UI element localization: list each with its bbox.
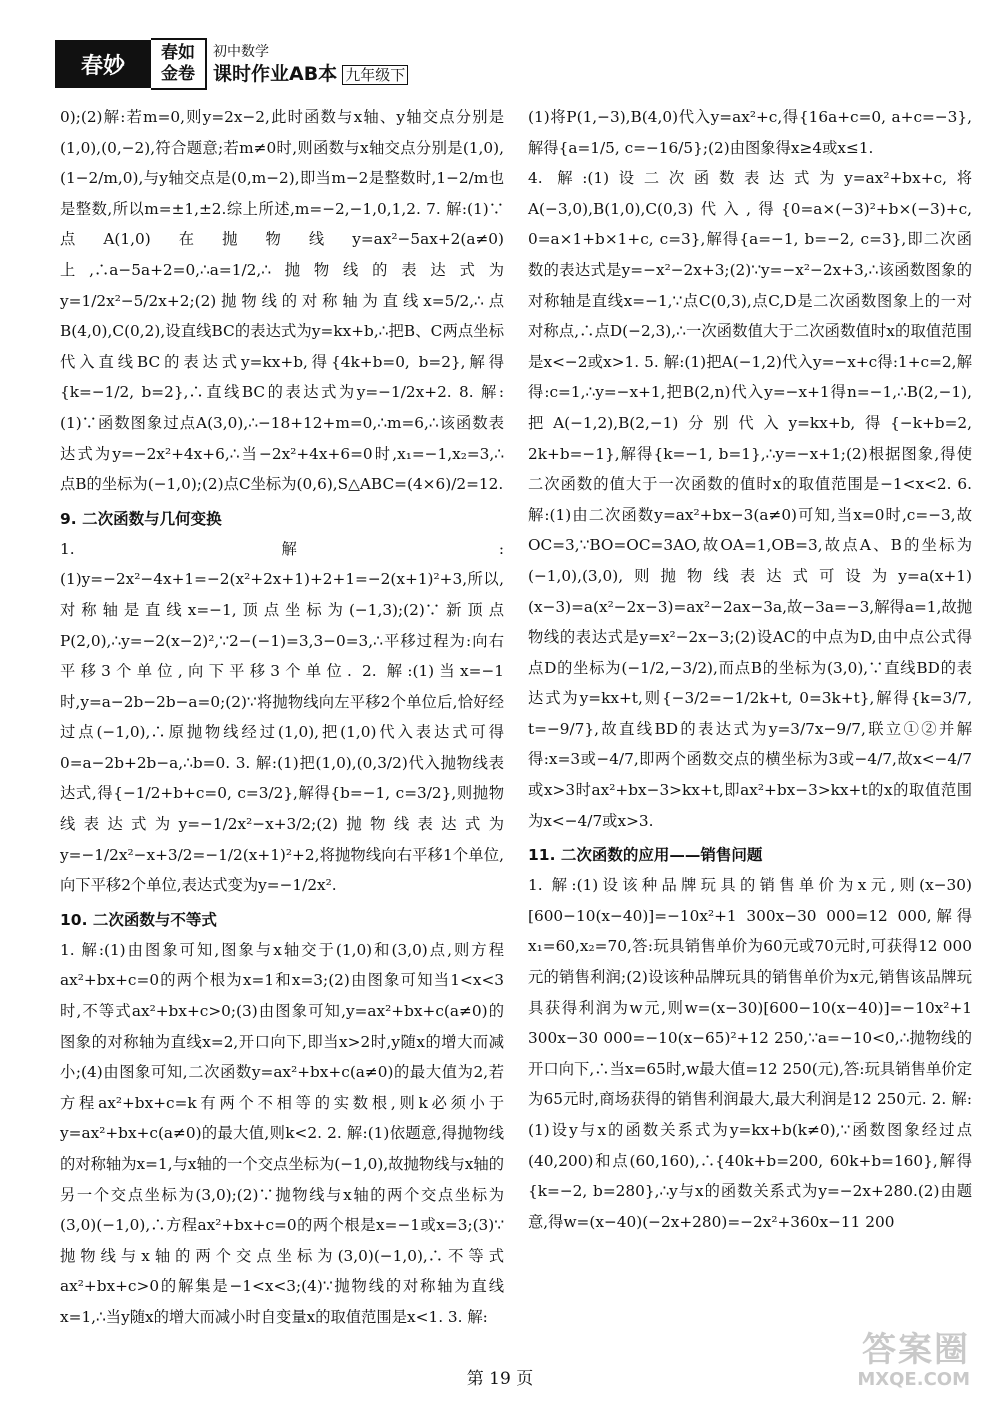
book-title: 课时作业AB本 bbox=[213, 63, 338, 85]
answer-text-block: 1. 解:(1)由图象可知,图象与x轴交于(1,0)和(3,0)点,则方程ax²+bx+c=0的两个根为x=1和x=3;(2)由图象可知当1<x<3时,不等式ax²+bx+c>0;(3)由图象可知,y=ax²+bx+c(a≠0)的图象的对称轴为直线x=2,开口向下,即当x>2时,y随x的增大而减小;(4)由图象可知,二次函数y=ax²+bx+c(a≠0)的最大值为2,若方程ax²+bx+c=k有两个不相等的实数根,则k必须小于y=ax²+bx+c(a≠0)的最大值,则k<2. 2. 解:(1)依题意,得抛物线的对称轴为x=1,与x轴的一个交点坐标为(−1,0),故抛物线与x轴的另一个交点坐标为(3,0);(2)∵抛物线与x轴的两个交点坐标为(3,0)(−1,0),∴方程ax²+bx+c=0的两个根是x=−1或x=3;(3)∵抛物线与x轴的两个交点坐标为(3,0)(−1,0),∴不等式ax²+bx+c>0的解集是−1<x<3;(4)∵抛物线的对称轴为直线x=1,∴当y随x的增大而减小时自变量x的取值范围是x<1. 3. 解: bbox=[60, 940, 504, 1326]
watermark-logo bbox=[820, 1328, 970, 1394]
brand-name bbox=[151, 38, 207, 90]
answer-text-block: 1. 解:(1)设该种品牌玩具的销售单价为x元,则(x−30)[600−10(x−40)]=−10x²+1 300x−30 000=12 000,解得x₁=60,x₂=70,答:玩具销售单价为60元或70元时,可获得12 000元的销售利润;(2)设该种品牌玩具的销售单价为x元,销售该品牌玩具获得利润为w元,则w=(x−30)[600−10(x−40)]=−10x²+1 300x−30 000=−10(x−65)²+12 250,∵a=−10<0,∴抛物线的开口向下,∴当x=65时,w最大值=12 250(元),答:玩具销售单价定为65元时,商场获得的销售利润最大,最大利润是12 250元. 2. 解:(1)设y与x的函数关系式为y=kx+b(k≠0),∵函数图象经过点(40,200)和点(60,160),∴{40k+b=200, 60k+b=160},解得{k=−2, b=280},∴y与x的函数关系式为y=−2x+280.(2)由题意,得w=(x−40)(−2x+280)=−2x²+360x−11 200 bbox=[528, 876, 972, 1231]
brand-line-2: 金卷 bbox=[161, 64, 195, 84]
left-column bbox=[60, 102, 504, 1333]
answer-text-block: 4. 解:(1)设二次函数表达式为y=ax²+bx+c,将A(−3,0),B(1,0),C(0,3)代入,得{0=a×(−3)²+b×(−3)+c, 0=a×1+b×1+c, c=3},解得{a=−1, b=−2, c=3},即二次函数的表达式是y=−x²−2x+3;(2)∵y=−x²−2x+3,∴该函数图象的对称轴是直线x=−1,∵点C(0,3),点C,D是二次函数图象上的一对对称点,∴点D(−2,3),∴一次函数值大于二次函数值时x的取值范围是x<−2或x>1. 5. 解:(1)把A(−1,2)代入y=−x+c得:1+c=2,解得:c=1,∴y=−x+1,把B(2,n)代入y=−x+1得n=−1,∴B(2,−1),把A(−1,2),B(2,−1)分别代入y=kx+b,得{−k+b=2, 2k+b=−1},解得{k=−1, b=1},∴y=−x+1;(2)根据图象,得使二次函数的值大于一次函数的值时x的取值范围是−1<x<2. 6. 解:(1)由二次函数y=ax²+bx−3(a≠0)可知,当x=0时,c=−3,故OC=3,∵BO=OC=3AO,故OA=1,OB=3,故点A、B的坐标为(−1,0),(3,0),则抛物线表达式可设为y=a(x+1)(x−3)=a(x²−2x−3)=ax²−2ax−3a,故−3a=−3,解得a=1,故抛物线的表达式是y=x²−2x−3;(2)设AC的中点为D,由中点公式得点D的坐标为(−1/2,−3/2),而点B的坐标为(3,0),∵直线BD的表达式为y=kx+t,则{−3/2=−1/2k+t, 0=3k+t},解得{k=3/7, t=−9/7},故直线BD的表达式为y=3/7x−9/7,联立①②并解得:x=3或−4/7,即两个函数交点的横坐标为3或−4/7,故x<−4/7或x>3时ax²+bx−3>kx+t,即ax²+bx−3>kx+t的x的取值范围为x<−4/7或x>3. bbox=[528, 169, 972, 830]
section-heading: 9. 二次函数与几何变换 bbox=[60, 509, 222, 528]
answer-text-block: 1. 解:(1)y=−2x²−4x+1=−2(x²+2x+1)+2+1=−2(x+1)²+3,所以,对称轴是直线x=−1,顶点坐标为(−1,3);(2)∵新顶点P(2,0),∴y=−2(x−2)²,∵2−(−1)=3,3−0=3,∴平移过程为:向右平移3个单位,向下平移3个单位. 2. 解:(1)当x=−1时,y=a−2b−2b−a=0;(2)∵将抛物线向左平移2个单位后,恰好经过点(−1,0),∴原抛物线经过(1,0),把(1,0)代入表达式可得0=a−2b+2b−a,∴b=0. 3. 解:(1)把(1,0),(0,3/2)代入抛物线表达式,得{−1/2+b+c=0, c=3/2},解得{b=−1, c=3/2},则抛物线表达式为y=−1/2x²−x+3/2;(2)抛物线表达式为y=−1/2x²−x+3/2=−1/2(x+1)²+2,将抛物线向右平移1个单位,向下平移2个单位,表达式变为y=−1/2x². bbox=[60, 539, 504, 895]
watermark-line-1: 答案圈 bbox=[862, 1330, 970, 1370]
page-number: 第 19 页 bbox=[466, 1369, 534, 1389]
answer-text-block: (1)将P(1,−3),B(4,0)代入y=ax²+c,得{16a+c=0, a+c=−3},解得{a=1/5, c=−16/5};(2)由图象得x≥4或x≤1. bbox=[528, 108, 972, 157]
subject-label: 初中数学 bbox=[213, 44, 269, 60]
watermark-line-2: MXQE.COM bbox=[857, 1369, 970, 1390]
right-column bbox=[528, 102, 972, 1237]
section-heading: 10. 二次函数与不等式 bbox=[60, 910, 217, 929]
section-heading: 11. 二次函数的应用——销售问题 bbox=[528, 846, 763, 865]
series-info bbox=[213, 42, 408, 86]
brand-logo: 春妙 bbox=[55, 40, 151, 88]
page-header bbox=[55, 38, 455, 90]
answer-text-block: 0);(2)解:若m=0,则y=2x−2,此时函数与x轴、y轴交点分别是(1,0),(0,−2),符合题意;若m≠0时,则函数与x轴交点分别是(1,0),(1−2/m,0),与y轴交点是(0,m−2),即当m−2是整数时,1−2/m也是整数,所以m=±1,±2.综上所述,m=−2,−1,0,1,2. 7. 解:(1)∵点A(1,0)在抛物线y=ax²−5ax+2(a≠0)上,∴a−5a+2=0,∴a=1/2,∴抛物线的表达式为y=1/2x²−5/2x+2;(2)抛物线的对称轴为直线x=5/2,∴点B(4,0),C(0,2),设直线BC的表达式为y=kx+b,∴把B、C两点坐标代入直线BC的表达式y=kx+b,得{4k+b=0, b=2},解得{k=−1/2, b=2},∴直线BC的表达式为y=−1/2x+2. 8. 解:(1)∵函数图象过点A(3,0),∴−18+12+m=0,∴m=6,∴该函数表达式为y=−2x²+4x+6,∴当−2x²+4x+6=0时,x₁=−1,x₂=3,∴点B的坐标为(−1,0);(2)点C坐标为(0,6),S△ABC=(4×6)/2=12. bbox=[60, 108, 504, 494]
brand-line-1: 春如 bbox=[161, 43, 195, 63]
grade-badge: 九年级下 bbox=[342, 65, 408, 85]
